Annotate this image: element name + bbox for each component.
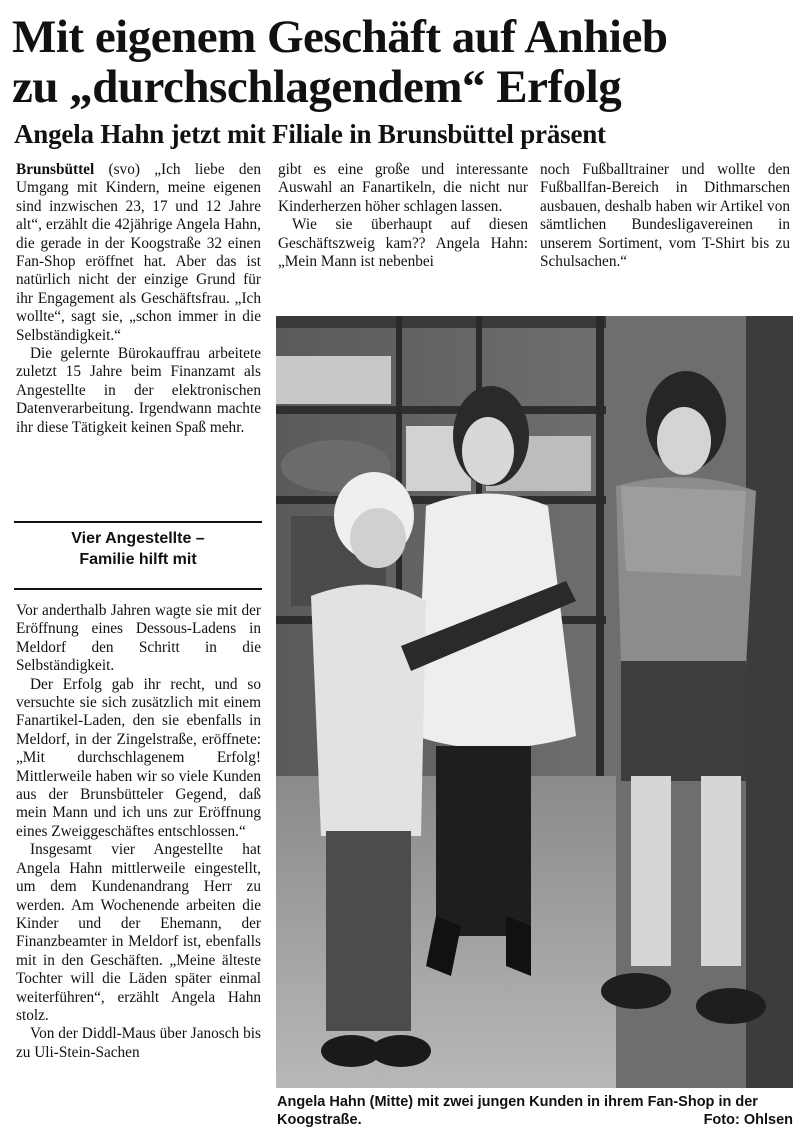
article-paragraph: gibt es eine große und interessante Auswahl an Fanartikeln, die nicht nur Kinderherzen höher schlagen lassen.	[278, 161, 528, 215]
caption-text: Angela Hahn (Mitte) mit zwei jungen Kunden in ihrem Fan-Shop in der Koogstraße.	[277, 1094, 758, 1128]
article-paragraph: Vor anderthalb Jahren wagte sie mit der Eröffnung eines Dessous-Ladens in Meldorf den Schritt in die Selbständigkeit.	[16, 602, 261, 675]
photo-caption	[277, 1093, 793, 1129]
dateline: Brunsbüttel	[16, 161, 95, 178]
section-heading-line-1: Vier Angestellte –	[71, 530, 205, 547]
article-paragraph: Wie sie überhaupt auf diesen Geschäftszweig kam?? Angela Hahn: „Mein Mann ist nebenbei	[278, 216, 528, 271]
article-paragraph: Die gelernte Bürokauffrau arbeitete zuletzt 15 Jahre beim Finanzamt als Angestellte in der elektronischen Datenverarbeitung. Irgendwann machte ihr diese Tätigkeit keinen Spaß mehr.	[16, 345, 261, 436]
section-heading	[14, 528, 262, 570]
photo-credit: Foto: Ohlsen	[703, 1112, 793, 1128]
article-column-1-bottom	[16, 602, 261, 1062]
article-column-1-top	[16, 161, 261, 437]
article-column-3	[540, 161, 790, 271]
paragraph-text: (svo) „Ich liebe den Umgang mit Kindern, meine eigenen sind inzwischen 23, 17 und 12 Jahre alt“, erzählt die 42jährige Angela Hahn, die gerade in der Koogstraße 32 einen Fan-Shop eröffnet hat. Aber das ist natürlich nicht der einzige Grund für ihr Engagement als Geschäftsfrau. „Ich wollte“, sagt sie, „schon immer in die Selbständigkeit.“	[16, 161, 261, 344]
article-paragraph: noch Fußballtrainer und wollte den Fußballfan-Bereich in Dithmarschen ausbauen, deshalb haben wir Artikel von sämtlichen Bundesligavereinen in unserem Sortiment, vom T-Shirt bis zu Schulsachen.“	[540, 161, 790, 271]
article-paragraph: Der Erfolg gab ihr recht, und so versuchte sie sich zusätzlich mit einem Fanartikel-Laden, den sie ebenfalls in Meldorf, in der Zingelstraße, eröffnete: „Mit durchschlagenem Erfolg! Mittlerweile haben wir so viele Kunden aus der Brunsbütteler Gegend, daß mein Mann und ich uns zur Eröffnung eines Zweiggeschäftes entschlossen.“	[16, 675, 261, 840]
photo-illustration	[276, 316, 793, 1088]
section-heading-line-2: Familie hilft mit	[79, 551, 197, 568]
article-paragraph	[16, 161, 261, 345]
headline	[12, 12, 792, 112]
news-photo	[276, 316, 793, 1088]
article-paragraph: Insgesamt vier Angestellte hat Angela Hahn mittlerweile eingestellt, um dem Kundenandrang Herr zu werden. Am Wochenende arbeiten die Kinder und der Ehemann, der Finanzbeamter in Meldorf ist, ebenfalls mit in den Geschäften. „Meine älteste Tochter will die Läden später einmal weiterführen“, erzählt Angela Hahn stolz.	[16, 841, 261, 1024]
box-rule-bottom	[14, 588, 262, 590]
headline-line-2: zu „durchschlagendem“ Erfolg	[12, 61, 622, 113]
box-rule-top	[14, 521, 262, 523]
article-column-2	[278, 161, 528, 271]
article-paragraph: Von der Diddl-Maus über Janosch bis zu Uli-Stein-Sachen	[16, 1025, 261, 1061]
headline-line-1: Mit eigenem Geschäft auf Anhieb	[12, 11, 668, 63]
subheadline: Angela Hahn jetzt mit Filiale in Brunsbüttel präsent	[14, 119, 606, 149]
